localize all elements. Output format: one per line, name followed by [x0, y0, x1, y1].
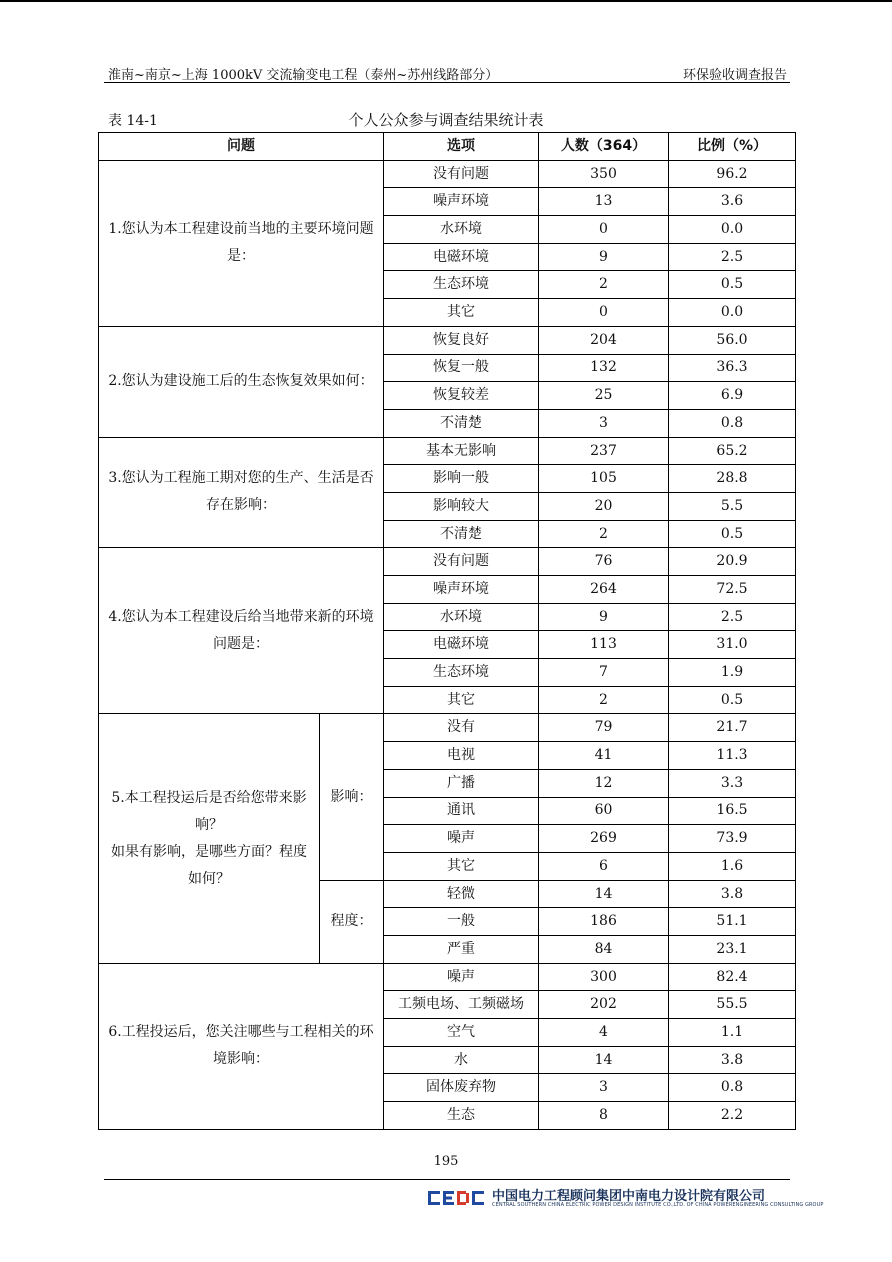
option-cell: 生态: [384, 1102, 539, 1130]
option-cell: 生态环境: [384, 271, 539, 299]
option-cell: 噪声环境: [384, 576, 539, 604]
option-cell: 水: [384, 1046, 539, 1074]
option-cell: 恢复较差: [384, 382, 539, 410]
count-cell: 269: [539, 825, 669, 853]
footer-rule: [104, 1179, 790, 1180]
pct-cell: 51.1: [669, 908, 796, 936]
option-cell: 电视: [384, 742, 539, 770]
degree-label: 程度：: [320, 880, 384, 963]
count-cell: 3: [539, 409, 669, 437]
option-cell: 电磁环境: [384, 243, 539, 271]
option-cell: 电磁环境: [384, 631, 539, 659]
col-header-pct: 比例（%）: [669, 133, 796, 161]
count-cell: 25: [539, 382, 669, 410]
pct-cell: 0.8: [669, 409, 796, 437]
count-cell: 9: [539, 243, 669, 271]
page-number: 195: [433, 1154, 459, 1169]
pct-cell: 2.5: [669, 603, 796, 631]
table-row: [99, 548, 796, 576]
impact-label: 影响：: [320, 714, 384, 880]
count-cell: 204: [539, 326, 669, 354]
count-cell: 14: [539, 880, 669, 908]
count-cell: 12: [539, 769, 669, 797]
count-cell: 9: [539, 603, 669, 631]
option-cell: 噪声环境: [384, 188, 539, 216]
question-2: 2.您认为建设施工后的生态恢复效果如何：: [99, 326, 384, 437]
option-cell: 广播: [384, 769, 539, 797]
option-cell: 不清楚: [384, 409, 539, 437]
option-cell: 影响一般: [384, 465, 539, 493]
col-header-option: 选项: [384, 133, 539, 161]
option-cell: 噪声: [384, 825, 539, 853]
org-name: 中国电力工程顾问集团中南电力设计院有限公司: [492, 1189, 766, 1204]
pct-cell: 55.5: [669, 991, 796, 1019]
option-cell: 恢复一般: [384, 354, 539, 382]
question-1: 1.您认为本工程建设前当地的主要环境问题是：: [99, 160, 384, 326]
top-border: [0, 0, 892, 2]
question-3: 3.您认为工程施工期对您的生产、生活是否存在影响：: [99, 437, 384, 548]
pct-cell: 28.8: [669, 465, 796, 493]
count-cell: 202: [539, 991, 669, 1019]
option-cell: 空气: [384, 1019, 539, 1047]
pct-cell: 6.9: [669, 382, 796, 410]
col-header-question: 问题: [99, 133, 384, 161]
option-cell: 没有问题: [384, 548, 539, 576]
count-cell: 20: [539, 492, 669, 520]
count-cell: 350: [539, 160, 669, 188]
count-cell: 2: [539, 520, 669, 548]
option-cell: 一般: [384, 908, 539, 936]
count-cell: 76: [539, 548, 669, 576]
question-6: 6.工程投运后，您关注哪些与工程相关的环境影响：: [99, 963, 384, 1129]
count-cell: 264: [539, 576, 669, 604]
count-cell: 4: [539, 1019, 669, 1047]
pct-cell: 21.7: [669, 714, 796, 742]
pct-cell: 0.0: [669, 299, 796, 327]
option-cell: 水环境: [384, 603, 539, 631]
pct-cell: 2.2: [669, 1102, 796, 1130]
option-cell: 水环境: [384, 216, 539, 244]
count-cell: 2: [539, 271, 669, 299]
pct-cell: 1.9: [669, 659, 796, 687]
count-cell: 237: [539, 437, 669, 465]
count-cell: 105: [539, 465, 669, 493]
pct-cell: 23.1: [669, 935, 796, 963]
question-5-line2: 如果有影响，是哪些方面？程度如何？: [111, 843, 307, 887]
count-cell: 84: [539, 935, 669, 963]
option-cell: 基本无影响: [384, 437, 539, 465]
pct-cell: 82.4: [669, 963, 796, 991]
pct-cell: 0.5: [669, 520, 796, 548]
question-5-line1: 5.本工程投运后是否给您带来影响？: [111, 789, 307, 833]
pct-cell: 1.1: [669, 1019, 796, 1047]
option-cell: 其它: [384, 852, 539, 880]
count-cell: 113: [539, 631, 669, 659]
table-header-row: [99, 133, 796, 161]
option-cell: 噪声: [384, 963, 539, 991]
running-header-right: 环保验收调查报告: [682, 68, 787, 83]
table-row: [99, 160, 796, 188]
pct-cell: 31.0: [669, 631, 796, 659]
pct-cell: 3.6: [669, 188, 796, 216]
survey-results-table: [98, 132, 796, 1130]
pct-cell: 1.6: [669, 852, 796, 880]
pct-cell: 20.9: [669, 548, 796, 576]
col-header-count: 人数（364）: [539, 133, 669, 161]
option-cell: 轻微: [384, 880, 539, 908]
pct-cell: 3.3: [669, 769, 796, 797]
option-cell: 严重: [384, 935, 539, 963]
count-cell: 7: [539, 659, 669, 687]
count-cell: 300: [539, 963, 669, 991]
count-cell: 13: [539, 188, 669, 216]
pct-cell: 3.8: [669, 1046, 796, 1074]
question-4: 4.您认为本工程建设后给当地带来新的环境问题是：: [99, 548, 384, 714]
count-cell: 0: [539, 216, 669, 244]
pct-cell: 0.8: [669, 1074, 796, 1102]
option-cell: 没有: [384, 714, 539, 742]
count-cell: 14: [539, 1046, 669, 1074]
pct-cell: 56.0: [669, 326, 796, 354]
question-5: [99, 714, 320, 963]
option-cell: 不清楚: [384, 520, 539, 548]
pct-cell: 0.5: [669, 686, 796, 714]
count-cell: 8: [539, 1102, 669, 1130]
option-cell: 生态环境: [384, 659, 539, 687]
count-cell: 41: [539, 742, 669, 770]
table-title: 个人公众参与调查结果统计表: [348, 111, 544, 129]
org-name-en: CENTRAL SOUTHERN CHINA ELECTRIC POWER DESIGN INSTITUTE CO.,LTD. OF CHINA POWERENGINEERING CONSULTING GROUP: [492, 1202, 824, 1208]
header-rule: [104, 82, 790, 83]
option-cell: 影响较大: [384, 492, 539, 520]
count-cell: 0: [539, 299, 669, 327]
option-cell: 通讯: [384, 797, 539, 825]
option-cell: 恢复良好: [384, 326, 539, 354]
pct-cell: 36.3: [669, 354, 796, 382]
count-cell: 79: [539, 714, 669, 742]
pct-cell: 96.2: [669, 160, 796, 188]
count-cell: 6: [539, 852, 669, 880]
option-cell: 其它: [384, 299, 539, 327]
pct-cell: 0.0: [669, 216, 796, 244]
table-row: [99, 714, 796, 742]
option-cell: 工频电场、工频磁场: [384, 991, 539, 1019]
table-number: 表 14-1: [108, 113, 158, 129]
pct-cell: 5.5: [669, 492, 796, 520]
count-cell: 3: [539, 1074, 669, 1102]
pct-cell: 72.5: [669, 576, 796, 604]
pct-cell: 16.5: [669, 797, 796, 825]
pct-cell: 2.5: [669, 243, 796, 271]
pct-cell: 11.3: [669, 742, 796, 770]
option-cell: 固体废弃物: [384, 1074, 539, 1102]
count-cell: 2: [539, 686, 669, 714]
option-cell: 其它: [384, 686, 539, 714]
pct-cell: 3.8: [669, 880, 796, 908]
pct-cell: 0.5: [669, 271, 796, 299]
pct-cell: 65.2: [669, 437, 796, 465]
option-cell: 没有问题: [384, 160, 539, 188]
table-row: [99, 326, 796, 354]
count-cell: 132: [539, 354, 669, 382]
count-cell: 60: [539, 797, 669, 825]
count-cell: 186: [539, 908, 669, 936]
table-row: [99, 963, 796, 991]
table-row: [99, 437, 796, 465]
running-header-left: 淮南~南京~上海 1000kV 交流输变电工程（泰州~苏州线路部分）: [108, 68, 499, 83]
pct-cell: 73.9: [669, 825, 796, 853]
